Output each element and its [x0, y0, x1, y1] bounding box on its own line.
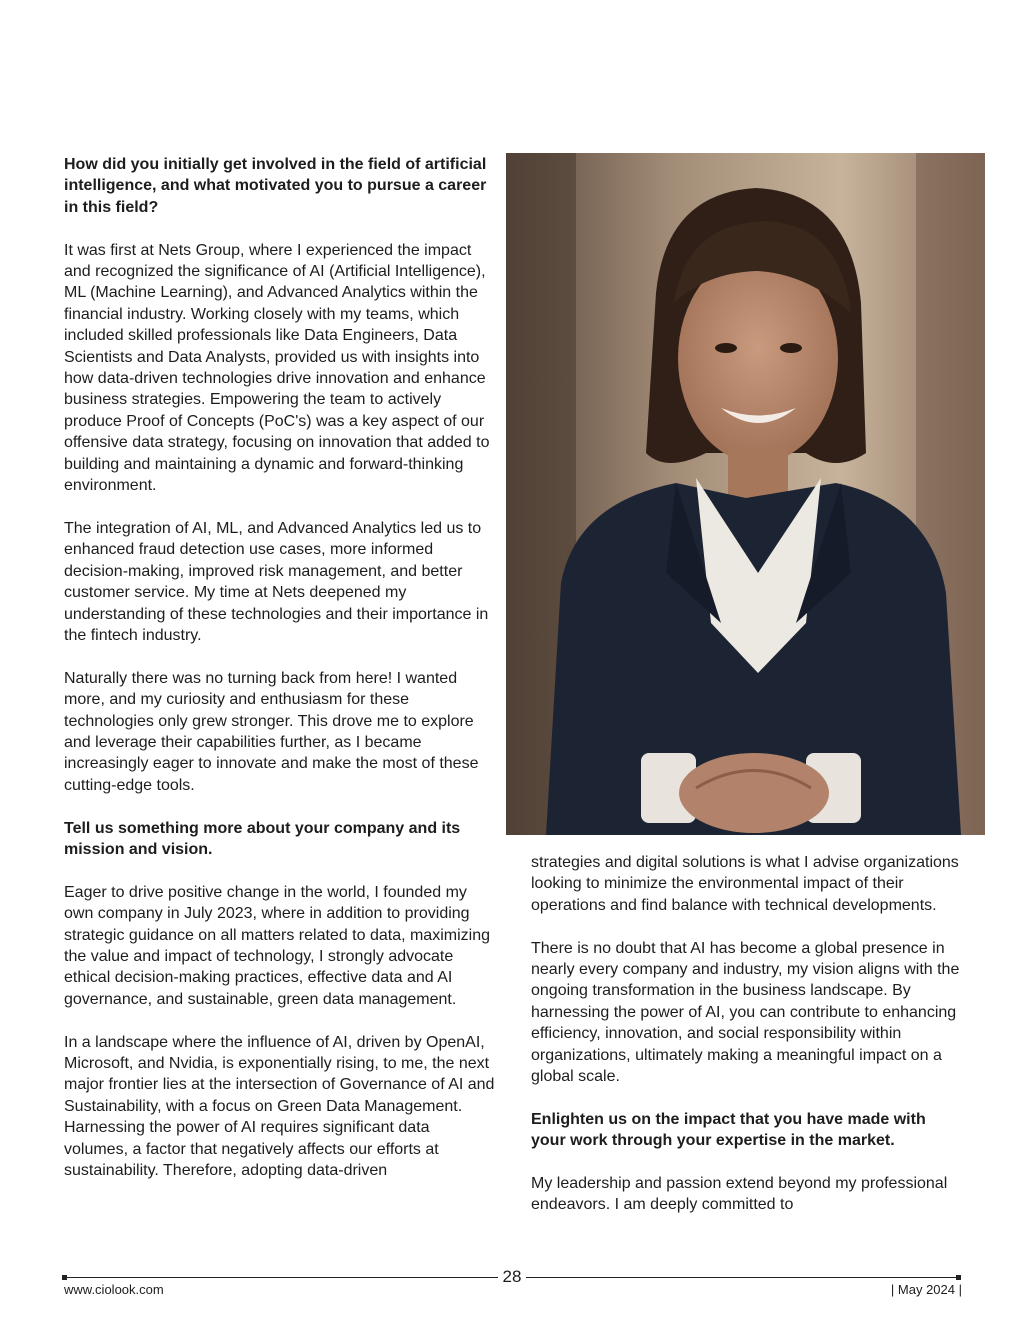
answer-paragraph: Eager to drive positive change in the world, I founded my own company in July 2023, where in addition to providing strategic guidance on all matters related to data, maximizing the value and impact of technology, I strongly advocate ethical decision-making practices, effective data and AI governance, and sustainable, green data management. [64, 883, 490, 1008]
answer-paragraph: My leadership and passion extend beyond my professional endeavors. I am deeply committed to [531, 1175, 948, 1214]
answer-paragraph: There is no doubt that AI has become a global presence in nearly every company and industry, my vision aligns with the ongoing transformation in the business landscape. By harnessing the power of AI, you can contribute to enhancing efficiency, innovation, and social responsibility within organizations, ultimately making a meaningful impact on a global scale. [531, 939, 960, 1086]
answer-paragraph: Harnessing the power of AI requires significant data volumes, a factor that negatively affects our efforts at sustainability. Therefore, adopting data-driven [64, 1119, 439, 1179]
answer-paragraph: In a landscape where the influence of AI, driven by OpenAI, Microsoft, and Nvidia, is exponentially rising, to me, the next major frontier lies at the intersection of Governance of AI and Sustainability, with a focus on Green Data Management. [64, 1033, 495, 1115]
question-3: Enlighten us on the impact that you have made with your work through your expertise in the market. [531, 1110, 926, 1150]
question-2: Tell us something more about your company and its mission and vision. [64, 819, 461, 858]
answer-paragraph: It was first at Nets Group, where I experienced the impact and recognized the significance of AI (Artificial Intelligence), ML (Machine Learning), and Advanced Analytics within the financial industry. Working closely with my teams, which included skilled professionals like Data Engineers, Data Scientists and Data Analysts, provided us with insights into how data-driven technologies drive innovation and enhance business strategies. Empowering the team to actively produce Proof of Concepts (PoC's) was a key aspect of our offensive data strategy, focusing on innovation that added to building and maintaining a dynamic and forward-thinking environment. [64, 241, 490, 495]
issue-date: | May 2024 | [890, 1282, 962, 1297]
footer-rule-right [526, 1277, 960, 1278]
left-text-column [64, 154, 496, 1203]
footer-right-dot [956, 1275, 961, 1280]
website-url: www.ciolook.com [64, 1282, 164, 1297]
right-text-column [531, 852, 961, 1237]
portrait-photo [506, 153, 985, 835]
answer-paragraph: The integration of AI, ML, and Advanced Analytics led us to enhanced fraud detection use cases, more informed decision-making, improved risk management, and better customer service. My time at Nets deepened my understanding of these technologies and their importance in the fintech industry. [64, 519, 489, 644]
page-number: 28 [502, 1267, 522, 1286]
footer-rule-left [64, 1277, 498, 1278]
answer-paragraph: strategies and digital solutions is what I advise organizations looking to minimize the environmental impact of their operations and find balance with technical developments. [531, 854, 959, 914]
question-1: How did you initially get involved in the field of artificial intelligence, and what motivated you to pursue a career in this field? [64, 156, 487, 216]
answer-paragraph: Naturally there was no turning back from here! I wanted more, and my curiosity and enthusiasm for these technologies only grew stronger. This drove me to explore and leverage their capabilities further, as I became increasingly eager to innovate and make the most of these cutting-edge tools. [64, 669, 479, 794]
